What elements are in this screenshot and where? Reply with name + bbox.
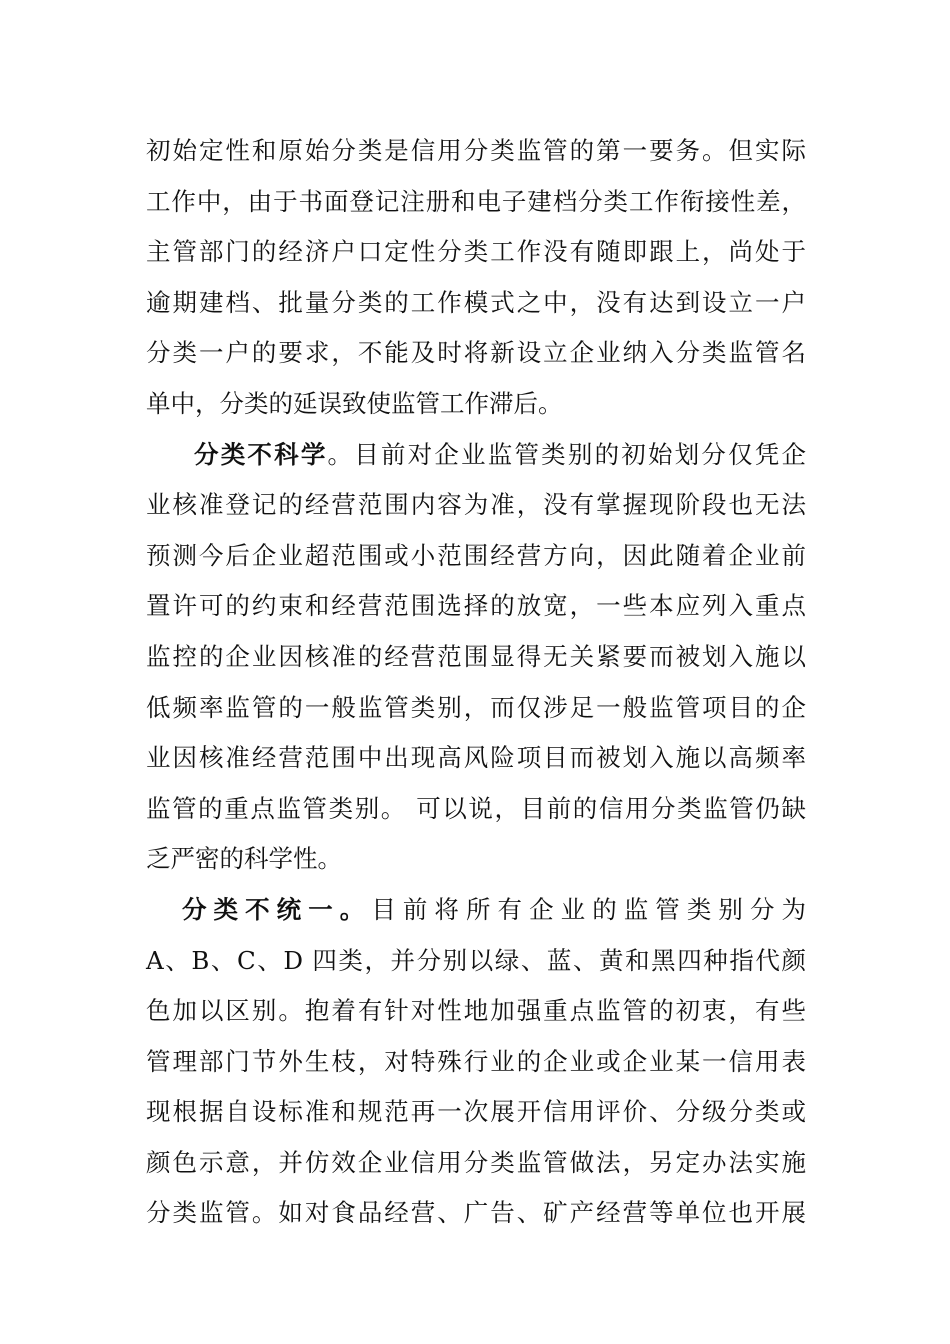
text-line: 监控的企业因核准的经营范围显得无关紧要而被划入施以 xyxy=(146,641,806,671)
text-line: 置许可的约束和经营范围选择的放宽，一些本应列入重点 xyxy=(146,591,806,621)
paragraph-heading: 分类不科学 xyxy=(194,439,328,469)
text-line: 预测今后企业超范围或小范围经营方向，因此随着企业前 xyxy=(146,540,806,570)
text-line: 颜色示意，并仿效企业信用分类监管做法，另定办法实施 xyxy=(146,1147,806,1177)
text-line: 色加以区别。抱着有针对性地加强重点监管的初衷，有些 xyxy=(146,996,806,1026)
paragraph-1 xyxy=(146,126,806,430)
text-line: 业核准登记的经营范围内容为准，没有掌握现阶段也无法 xyxy=(146,490,806,520)
text-line: 监管的重点监管类别。 可以说，目前的信用分类监管仍缺 xyxy=(146,793,806,823)
text-line: 低频率监管的一般监管类别，而仅涉足一般监管项目的企 xyxy=(146,692,806,722)
text-line: 单中，分类的延误致使监管工作滞后。 xyxy=(146,388,563,418)
text-line xyxy=(146,885,806,936)
document-body xyxy=(146,126,806,1239)
text-line: 逾期建档、批量分类的工作模式之中，没有达到设立一户 xyxy=(146,287,806,317)
text-line: 工作中，由于书面登记注册和电子建档分类工作衔接性差， xyxy=(146,186,806,216)
paragraph-text: 。目前对企业监管类别的初始划分仅凭企 xyxy=(327,439,807,469)
paragraph-heading: 分类不统一。 xyxy=(182,894,372,924)
text-line: 业因核准经营范围中出现高风险项目而被划入施以高频率 xyxy=(146,743,806,773)
paragraph-text: 目前将所有企业的监管类别分为 xyxy=(371,894,807,924)
text-line: 分类一户的要求，不能及时将新设立企业纳入分类监管名 xyxy=(146,338,806,368)
text-line: 现根据自设标准和规范再一次展开信用评价、分级分类或 xyxy=(146,1097,806,1127)
text-line: 管理部门节外生枝，对特殊行业的企业或企业某一信用表 xyxy=(146,1046,806,1076)
text-line: A、B、C、D 四类，并分别以绿、蓝、黄和黑四种指代颜 xyxy=(146,945,806,975)
text-line: 分类监管。如对食品经营、广告、矿产经营等单位也开展 xyxy=(146,1198,806,1228)
text-line: 乏严密的科学性。 xyxy=(146,844,342,874)
text-line: 主管部门的经济户口定性分类工作没有随即跟上，尚处于 xyxy=(146,237,806,267)
text-line xyxy=(146,430,806,481)
paragraph-2 xyxy=(146,430,806,885)
paragraph-3 xyxy=(146,885,806,1239)
text-line: 初始定性和原始分类是信用分类监管的第一要务。但实际 xyxy=(146,136,806,165)
